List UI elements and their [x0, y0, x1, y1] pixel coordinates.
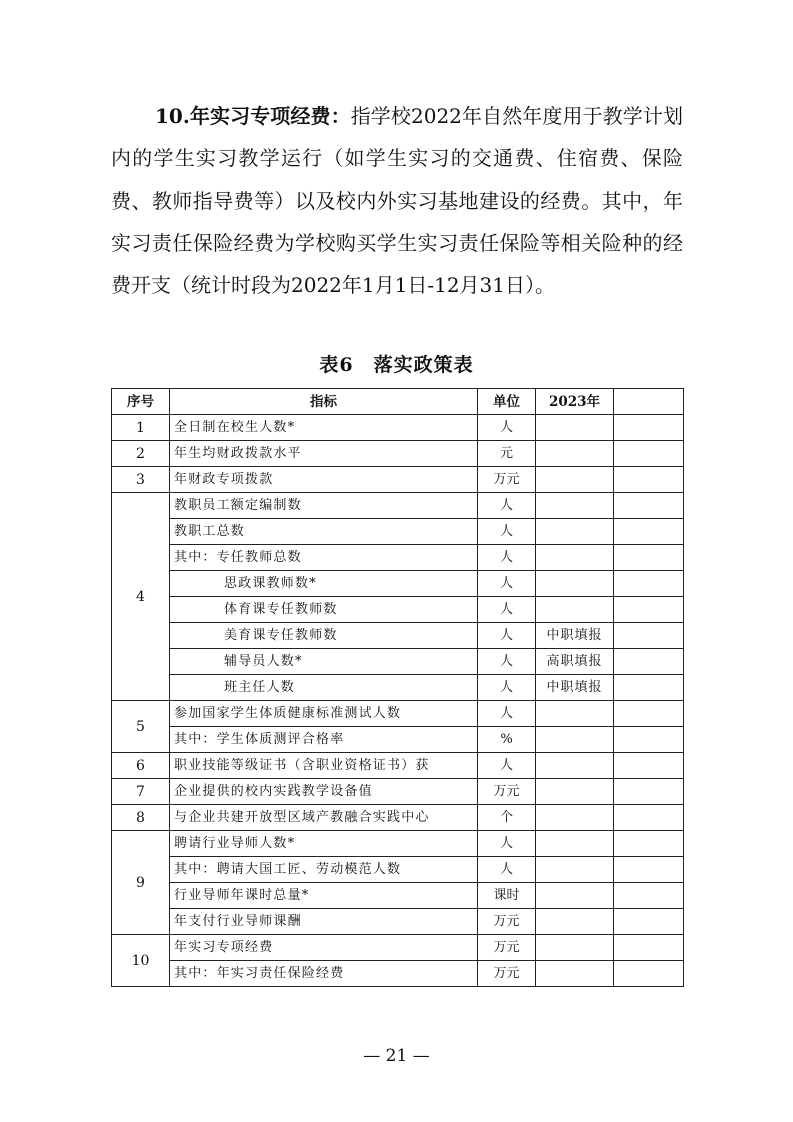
body-paragraph — [111, 95, 683, 306]
extra-cell — [614, 519, 684, 545]
value-cell — [536, 415, 614, 441]
unit-cell: 人 — [478, 675, 536, 701]
seq-cell: 7 — [112, 779, 170, 805]
table-caption: 表6 落实政策表 — [319, 354, 474, 376]
unit-cell: 万元 — [478, 961, 536, 987]
value-cell — [536, 727, 614, 753]
value-cell — [536, 961, 614, 987]
unit-cell: 万元 — [478, 779, 536, 805]
extra-cell — [614, 883, 684, 909]
indicator-cell: 美育课专任教师数 — [170, 623, 478, 649]
table-row — [112, 415, 684, 441]
table-row — [112, 545, 684, 571]
table-row — [112, 831, 684, 857]
seq-cell: 5 — [112, 701, 170, 753]
header-extra — [614, 389, 684, 415]
value-cell — [536, 467, 614, 493]
value-cell — [536, 519, 614, 545]
value-cell — [536, 857, 614, 883]
unit-cell: 人 — [478, 857, 536, 883]
unit-cell: 万元 — [478, 909, 536, 935]
value-cell — [536, 883, 614, 909]
indicator-cell: 其中：年实习责任保险经费 — [170, 961, 478, 987]
table-row — [112, 649, 684, 675]
extra-cell — [614, 779, 684, 805]
table-row — [112, 441, 684, 467]
table-row — [112, 727, 684, 753]
unit-cell: 人 — [478, 831, 536, 857]
extra-cell — [614, 649, 684, 675]
policy-table — [111, 388, 684, 987]
extra-cell — [614, 415, 684, 441]
value-cell — [536, 545, 614, 571]
extra-cell — [614, 597, 684, 623]
value-cell — [536, 571, 614, 597]
table-row — [112, 857, 684, 883]
paragraph-lead: 10.年实习专项经费： — [155, 104, 351, 128]
indicator-cell: 辅导员人数* — [170, 649, 478, 675]
seq-cell: 3 — [112, 467, 170, 493]
indicator-cell: 教职员工额定编制数 — [170, 493, 478, 519]
value-cell — [536, 753, 614, 779]
indicator-cell: 参加国家学生体质健康标准测试人数 — [170, 701, 478, 727]
table-row — [112, 519, 684, 545]
unit-cell: 人 — [478, 519, 536, 545]
table-row — [112, 493, 684, 519]
table-header-row — [112, 389, 684, 415]
indicator-cell: 与企业共建开放型区域产教融合实践中心 — [170, 805, 478, 831]
value-cell — [536, 779, 614, 805]
value-cell — [536, 597, 614, 623]
extra-cell — [614, 857, 684, 883]
value-cell — [536, 701, 614, 727]
value-cell — [536, 493, 614, 519]
unit-cell: 人 — [478, 753, 536, 779]
extra-cell — [614, 701, 684, 727]
table-row — [112, 935, 684, 961]
seq-cell: 4 — [112, 493, 170, 701]
extra-cell — [614, 493, 684, 519]
indicator-cell: 年实习专项经费 — [170, 935, 478, 961]
extra-cell — [614, 753, 684, 779]
seq-cell: 10 — [112, 935, 170, 987]
table-row — [112, 779, 684, 805]
indicator-cell: 班主任人数 — [170, 675, 478, 701]
extra-cell — [614, 831, 684, 857]
page-number: — 21 — — [363, 1046, 430, 1066]
value-cell — [536, 831, 614, 857]
table-row — [112, 753, 684, 779]
table-row — [112, 909, 684, 935]
unit-cell: 人 — [478, 493, 536, 519]
unit-cell: 人 — [478, 545, 536, 571]
value-cell — [536, 935, 614, 961]
unit-cell: 万元 — [478, 935, 536, 961]
unit-cell: 人 — [478, 597, 536, 623]
unit-cell: % — [478, 727, 536, 753]
table-row — [112, 961, 684, 987]
unit-cell: 人 — [478, 415, 536, 441]
value-cell: 中职填报 — [536, 623, 614, 649]
indicator-cell: 聘请行业导师人数* — [170, 831, 478, 857]
extra-cell — [614, 545, 684, 571]
table-row — [112, 805, 684, 831]
table-row — [112, 597, 684, 623]
table-row — [112, 701, 684, 727]
indicator-cell: 其中：学生体质测评合格率 — [170, 727, 478, 753]
seq-cell: 8 — [112, 805, 170, 831]
unit-cell: 人 — [478, 623, 536, 649]
table-row — [112, 623, 684, 649]
value-cell: 中职填报 — [536, 675, 614, 701]
indicator-cell: 行业导师年课时总量* — [170, 883, 478, 909]
extra-cell — [614, 675, 684, 701]
seq-cell: 9 — [112, 831, 170, 935]
unit-cell: 元 — [478, 441, 536, 467]
value-cell — [536, 909, 614, 935]
indicator-cell: 体育课专任教师数 — [170, 597, 478, 623]
value-cell: 高职填报 — [536, 649, 614, 675]
indicator-cell: 企业提供的校内实践教学设备值 — [170, 779, 478, 805]
unit-cell: 个 — [478, 805, 536, 831]
extra-cell — [614, 909, 684, 935]
header-year: 2023年 — [536, 389, 614, 415]
indicator-cell: 其中：专任教师总数 — [170, 545, 478, 571]
extra-cell — [614, 961, 684, 987]
unit-cell: 人 — [478, 701, 536, 727]
value-cell — [536, 805, 614, 831]
seq-cell: 2 — [112, 441, 170, 467]
extra-cell — [614, 935, 684, 961]
seq-cell: 1 — [112, 415, 170, 441]
indicator-cell: 年财政专项拨款 — [170, 467, 478, 493]
seq-cell: 6 — [112, 753, 170, 779]
table-row — [112, 883, 684, 909]
indicator-cell: 思政课教师数* — [170, 571, 478, 597]
table-row — [112, 467, 684, 493]
extra-cell — [614, 623, 684, 649]
table-row — [112, 571, 684, 597]
unit-cell: 人 — [478, 649, 536, 675]
extra-cell — [614, 805, 684, 831]
unit-cell: 万元 — [478, 467, 536, 493]
extra-cell — [614, 571, 684, 597]
extra-cell — [614, 441, 684, 467]
header-seq: 序号 — [112, 389, 170, 415]
indicator-cell: 教职工总数 — [170, 519, 478, 545]
header-indicator: 指标 — [170, 389, 478, 415]
extra-cell — [614, 467, 684, 493]
unit-cell: 人 — [478, 571, 536, 597]
unit-cell: 课时 — [478, 883, 536, 909]
indicator-cell: 年生均财政拨款水平 — [170, 441, 478, 467]
paragraph-body: 指学校2022年自然年度用于教学计划内的学生实习教学运行（如学生实习的交通费、住宿费、保险费、教师指导费等）以及校内外实习基地建设的经费。其中，年实习责任保险经费为学校购买学生实习责任保险等相关险种的经费开支（统计时段为2022年1月1日-12月31日）。 — [111, 104, 683, 298]
indicator-cell: 年支付行业导师课酬 — [170, 909, 478, 935]
table-row — [112, 675, 684, 701]
header-unit: 单位 — [478, 389, 536, 415]
indicator-cell: 其中：聘请大国工匠、劳动模范人数 — [170, 857, 478, 883]
extra-cell — [614, 727, 684, 753]
indicator-cell: 职业技能等级证书（含职业资格证书）获 — [170, 753, 478, 779]
indicator-cell: 全日制在校生人数* — [170, 415, 478, 441]
value-cell — [536, 441, 614, 467]
